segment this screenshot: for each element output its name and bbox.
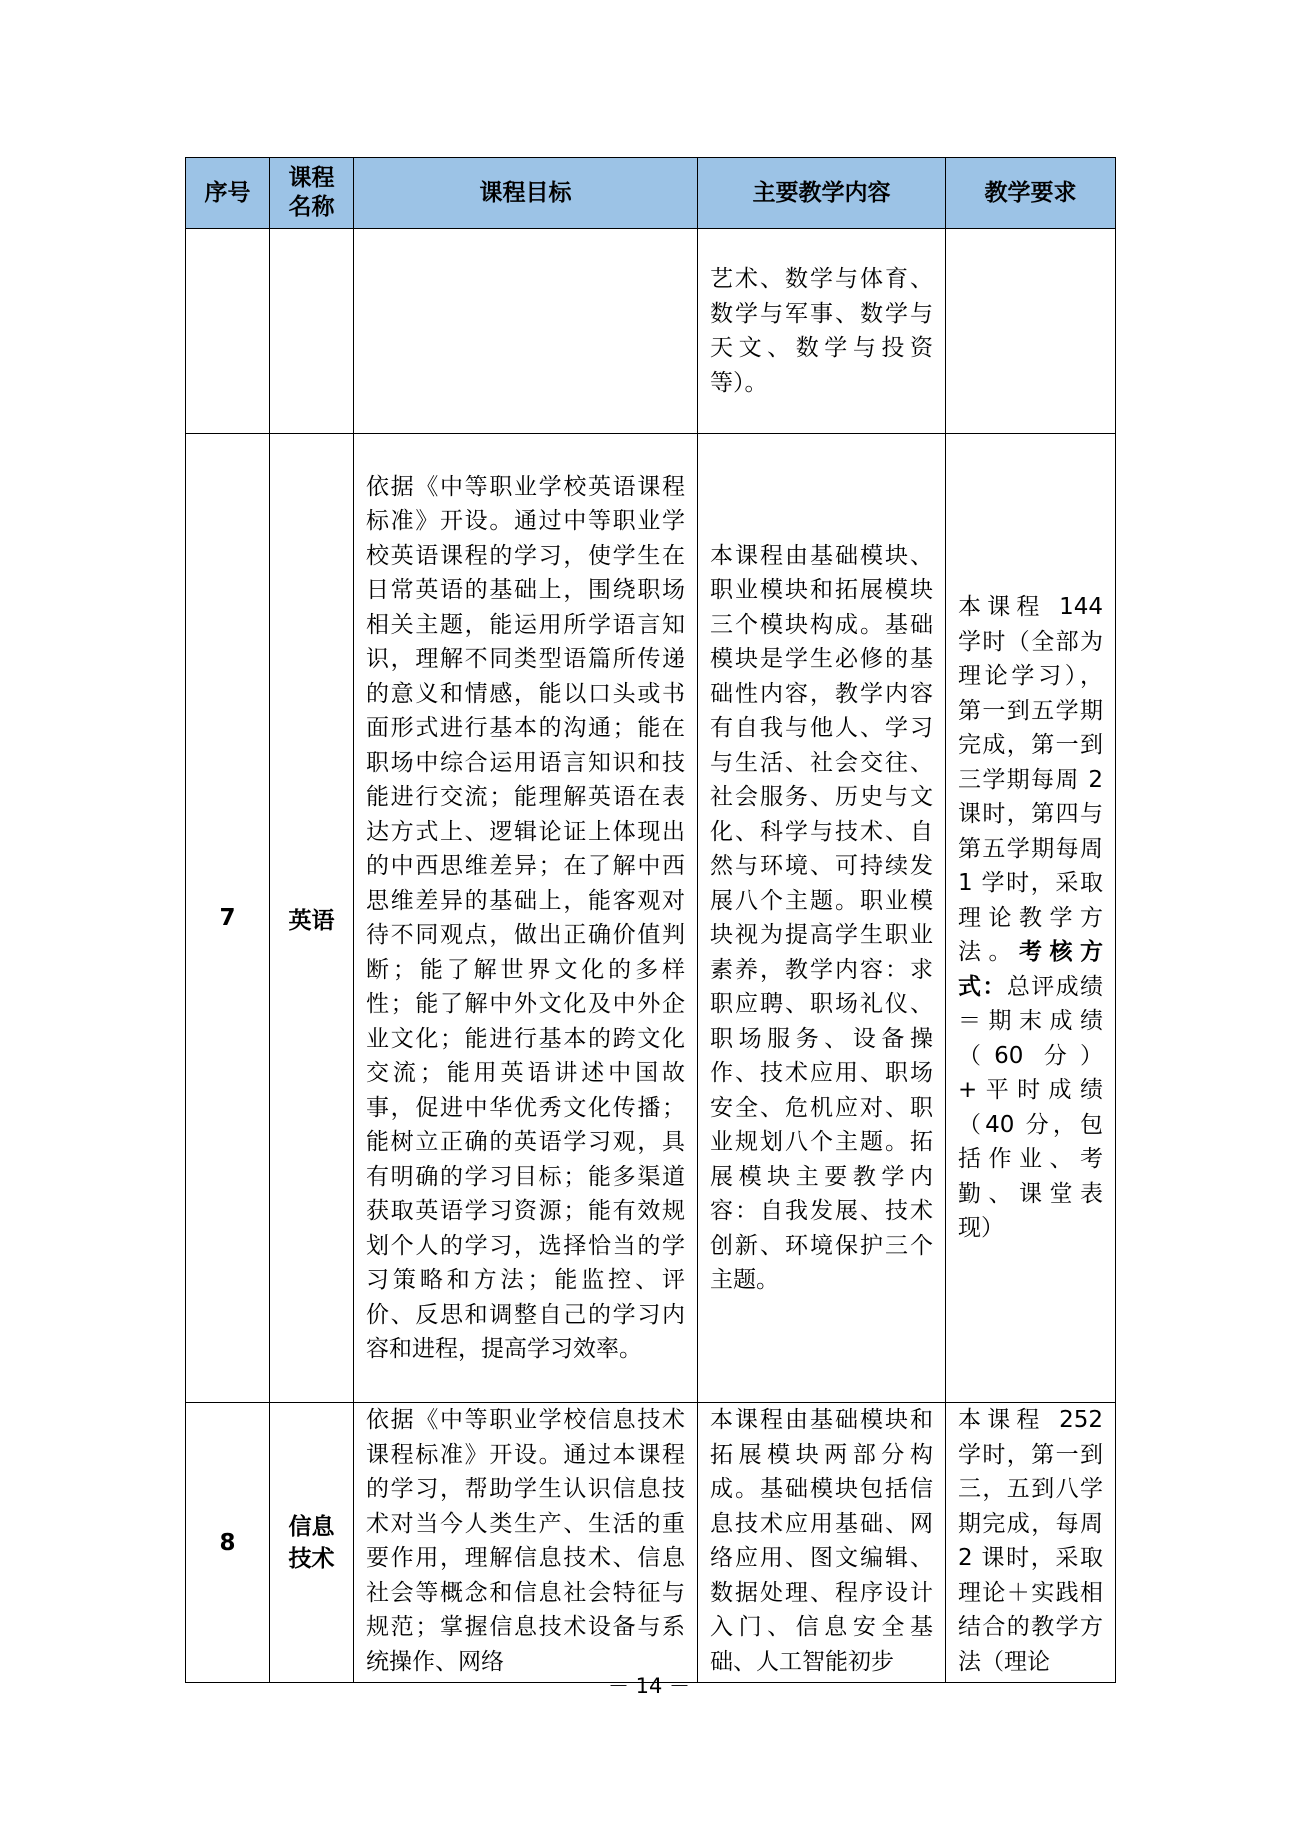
table-row <box>186 434 1116 1403</box>
row-num <box>186 229 270 434</box>
row-name: 英语 <box>270 434 354 1403</box>
row-requirement <box>946 434 1116 1403</box>
table-row <box>186 229 1116 434</box>
assessment-label: 考核方式： <box>958 939 1103 1000</box>
row-name-text: 信息技术 <box>288 1513 335 1572</box>
table-header-row <box>186 158 1116 229</box>
row-num: 8 <box>186 1403 270 1683</box>
row-requirement <box>946 229 1116 434</box>
page-number: － 14 － <box>607 1674 691 1698</box>
curriculum-table <box>185 157 1116 1683</box>
row-name <box>270 1403 354 1683</box>
requirement-main: 本课程 144 学时（全部为理论学习），第一到五学期完成，第一到三学期每周 2 课时，第四与第五学期每周 1 学时，采取理论教学方法。 <box>958 594 1103 966</box>
header-name-text: 课程名称 <box>288 165 335 220</box>
header-goal: 课程目标 <box>354 158 698 229</box>
table-row <box>186 1403 1116 1683</box>
row-goal <box>354 229 698 434</box>
row-requirement: 本课程 252 学时，第一到三，五到八学期完成，每周 2 课时，采取理论＋实践相结合的教学方法（理论 <box>946 1403 1116 1683</box>
row-goal: 依据《中等职业学校信息技术课程标准》开设。通过本课程的学习，帮助学生认识信息技术对当今人类生产、生活的重要作用，理解信息技术、信息社会等概念和信息社会特征与规范；掌握信息技术设备与系统操作、网络 <box>354 1403 698 1683</box>
header-requirement: 教学要求 <box>946 158 1116 229</box>
row-content: 本课程由基础模块、职业模块和拓展模块三个模块构成。基础模块是学生必修的基础性内容，教学内容有自我与他人、学习与生活、社会交往、社会服务、历史与文化、科学与技术、自然与环境、可持续发展八个主题。职业模块视为提高学生职业素养，教学内容：求职应聘、职场礼仪、职场服务、设备操作、技术应用、职场安全、危机应对、职业规划八个主题。拓展模块主要教学内容：自我发展、技术创新、环境保护三个主题。 <box>698 434 946 1403</box>
row-name <box>270 229 354 434</box>
row-content: 艺术、数学与体育、数学与军事、数学与天文、数学与投资等）。 <box>698 229 946 434</box>
row-goal: 依据《中等职业学校英语课程标准》开设。通过中等职业学校英语课程的学习，使学生在日常英语的基础上，围绕职场相关主题，能运用所学语言知识，理解不同类型语篇所传递的意义和情感，能以口头或书面形式进行基本的沟通；能在职场中综合运用语言知识和技能进行交流；能理解英语在表达方式上、逻辑论证上体现出的中西思维差异；在了解中西思维差异的基础上，能客观对待不同观点，做出正确价值判断；能了解世界文化的多样性；能了解中外文化及中外企业文化；能进行基本的跨文化交流；能用英语讲述中国故事，促进中华优秀文化传播；能树立正确的英语学习观，具有明确的学习目标；能多渠道获取英语学习资源；能有效规划个人的学习，选择恰当的学习策略和方法；能监控、评价、反思和调整自己的学习内容和进程，提高学习效率。 <box>354 434 698 1403</box>
header-num: 序号 <box>186 158 270 229</box>
row-content: 本课程由基础模块和拓展模块两部分构成。基础模块包括信息技术应用基础、网络应用、图文编辑、数据处理、程序设计入门、信息安全基础、人工智能初步 <box>698 1403 946 1683</box>
header-content: 主要教学内容 <box>698 158 946 229</box>
assessment-text: 总评成绩＝期末成绩（60 分）+平时成绩（40 分，包括作业、考勤、课堂表现） <box>958 973 1104 1242</box>
header-name <box>270 158 354 229</box>
row-num: 7 <box>186 434 270 1403</box>
